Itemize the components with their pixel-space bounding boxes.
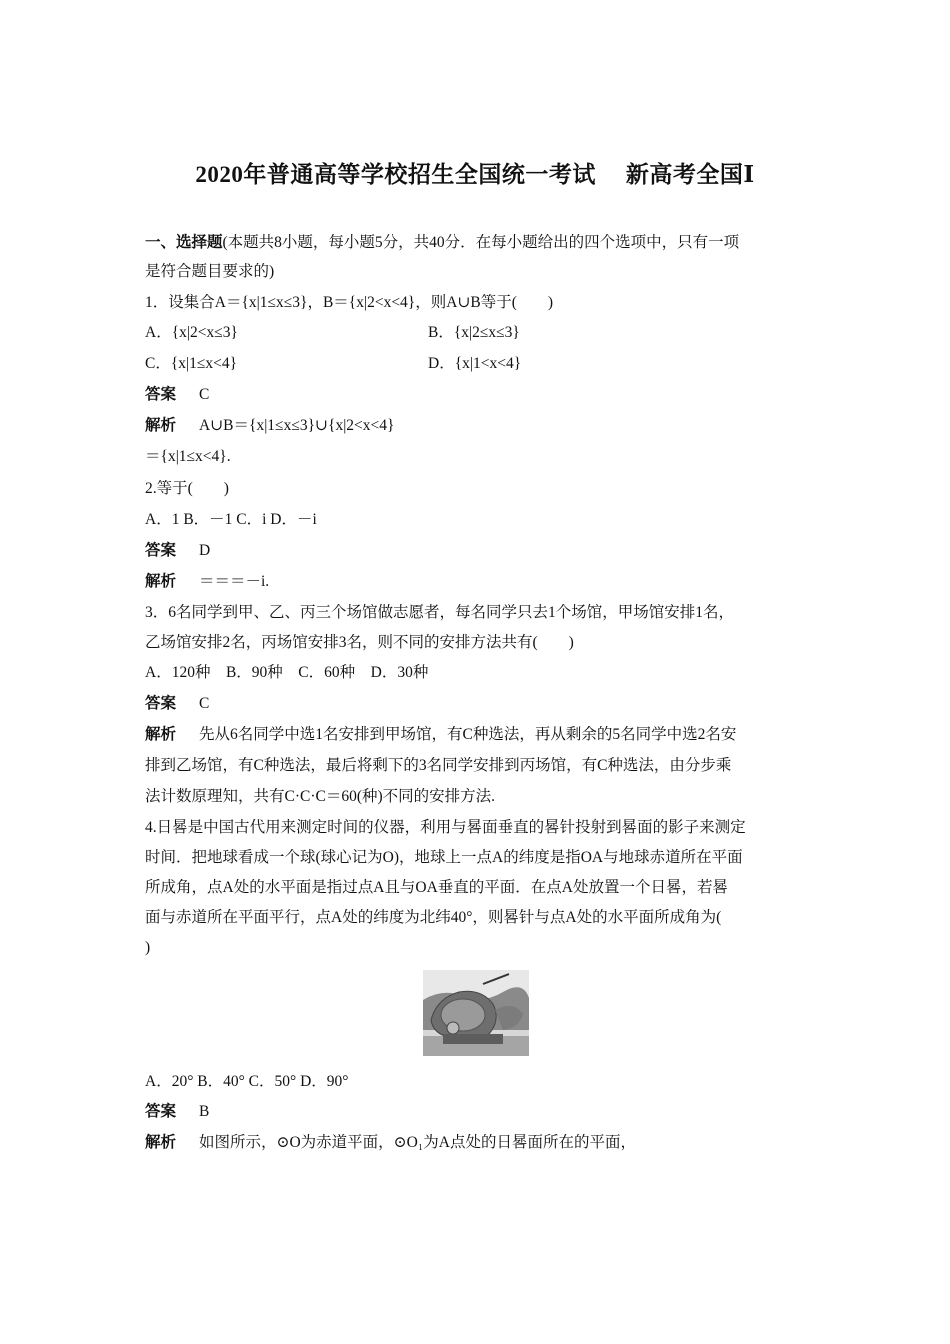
q3-analysis-3: 法计数原理知，共有C·C·C＝60(种)不同的安排方法. xyxy=(145,788,496,805)
exam-title xyxy=(0,156,950,189)
q1-analysis-2: ＝{x|1≤x<4}. xyxy=(145,448,231,465)
answer-value: C xyxy=(199,386,210,403)
analysis-text: 如图所示，⊙O为赤道平面，⊙O₁为A点处的日晷面所在的平面， xyxy=(199,1134,636,1151)
analysis-label: 解析 xyxy=(145,417,177,434)
q1-analysis xyxy=(145,416,394,436)
q2-options: A．1 B．－1 C．i D．－i xyxy=(145,511,317,528)
answer-label: 答案 xyxy=(145,542,177,559)
q2-answer xyxy=(145,541,210,561)
q1-answer xyxy=(145,385,209,405)
section-heading xyxy=(145,233,739,253)
q1-option-a: A．{x|2<x≤3} xyxy=(145,324,238,341)
analysis-label: 解析 xyxy=(145,573,177,590)
q3-stem-2: 乙场馆安排2名，丙场馆安排3名，则不同的安排方法共有( ) xyxy=(145,634,574,651)
q4-answer xyxy=(145,1102,209,1122)
q4-options: A．20° B．40° C．50° D．90° xyxy=(145,1073,349,1090)
q1-option-c: C．{x|1≤x<4} xyxy=(145,355,238,372)
answer-value: D xyxy=(199,542,211,559)
q4-stem-1: 4.日晷是中国古代用来测定时间的仪器，利用与晷面垂直的晷针投射到晷面的影子来测定 xyxy=(145,819,746,836)
q1-option-b: B．{x|2≤x≤3} xyxy=(428,324,520,341)
q4-stem-3: 所成角，点A处的水平面是指过点A且与OA垂直的平面．在点A处放置一个日晷，若晷 xyxy=(145,879,728,896)
exam-title-main: 2020年普通高等学校招生全国统一考试 xyxy=(195,162,596,187)
q1-stem: 1．设集合A＝{x|1≤x≤3}，B＝{x|2<x<4}，则A∪B等于( ) xyxy=(145,294,554,311)
answer-label: 答案 xyxy=(145,695,177,712)
q3-analysis-2: 排到乙场馆，有C种选法，最后将剩下的3名同学安排到丙场馆，有C种选法，由分步乘 xyxy=(145,757,732,774)
q1-option-row-1 xyxy=(145,323,238,343)
q3-analysis xyxy=(145,725,736,745)
section-heading-label: 一、选择题 xyxy=(145,234,223,251)
answer-value: B xyxy=(199,1103,210,1120)
analysis-label: 解析 xyxy=(145,726,177,743)
q2-stem: 2.等于( ) xyxy=(145,480,229,497)
answer-label: 答案 xyxy=(145,386,177,403)
q1-option-d: D．{x|1<x<4} xyxy=(428,355,522,372)
q3-stem-1: 3．6名同学到甲、乙、丙三个场馆做志愿者，每名同学只去1个场馆，甲场馆安排1名， xyxy=(145,604,735,621)
analysis-label: 解析 xyxy=(145,1134,177,1151)
sundial-photo xyxy=(423,970,529,1056)
section-desc-1: (本题共8小题，每小题5分，共40分．在每小题给出的四个选项中，只有一项 xyxy=(222,234,740,251)
analysis-text: A∪B＝{x|1≤x≤3}∪{x|2<x<4} xyxy=(199,417,395,434)
q3-answer xyxy=(145,694,209,714)
q3-options: A．120种 B．90种 C．60种 D．30种 xyxy=(145,664,429,681)
q2-analysis xyxy=(145,572,269,592)
q4-stem-5: ) xyxy=(145,939,151,956)
q4-stem-4: 面与赤道所在平面平行，点A处的纬度为北纬40°，则晷针与点A处的水平面所成角为( xyxy=(145,909,722,926)
answer-value: C xyxy=(199,695,210,712)
q4-stem-2: 时间．把地球看成一个球(球心记为O)，地球上一点A的纬度是指OA与地球赤道所在平面 xyxy=(145,849,743,866)
q4-analysis xyxy=(145,1133,636,1153)
exam-title-sub: 新高考全国Ⅰ xyxy=(625,162,755,187)
answer-label: 答案 xyxy=(145,1103,177,1120)
analysis-text: ＝＝＝－i. xyxy=(199,573,270,590)
analysis-text: 先从6名同学中选1名安排到甲场馆，有C种选法，再从剩余的5名同学中选2名安 xyxy=(199,726,737,743)
section-desc-2: 是符合题目要求的) xyxy=(145,263,275,280)
